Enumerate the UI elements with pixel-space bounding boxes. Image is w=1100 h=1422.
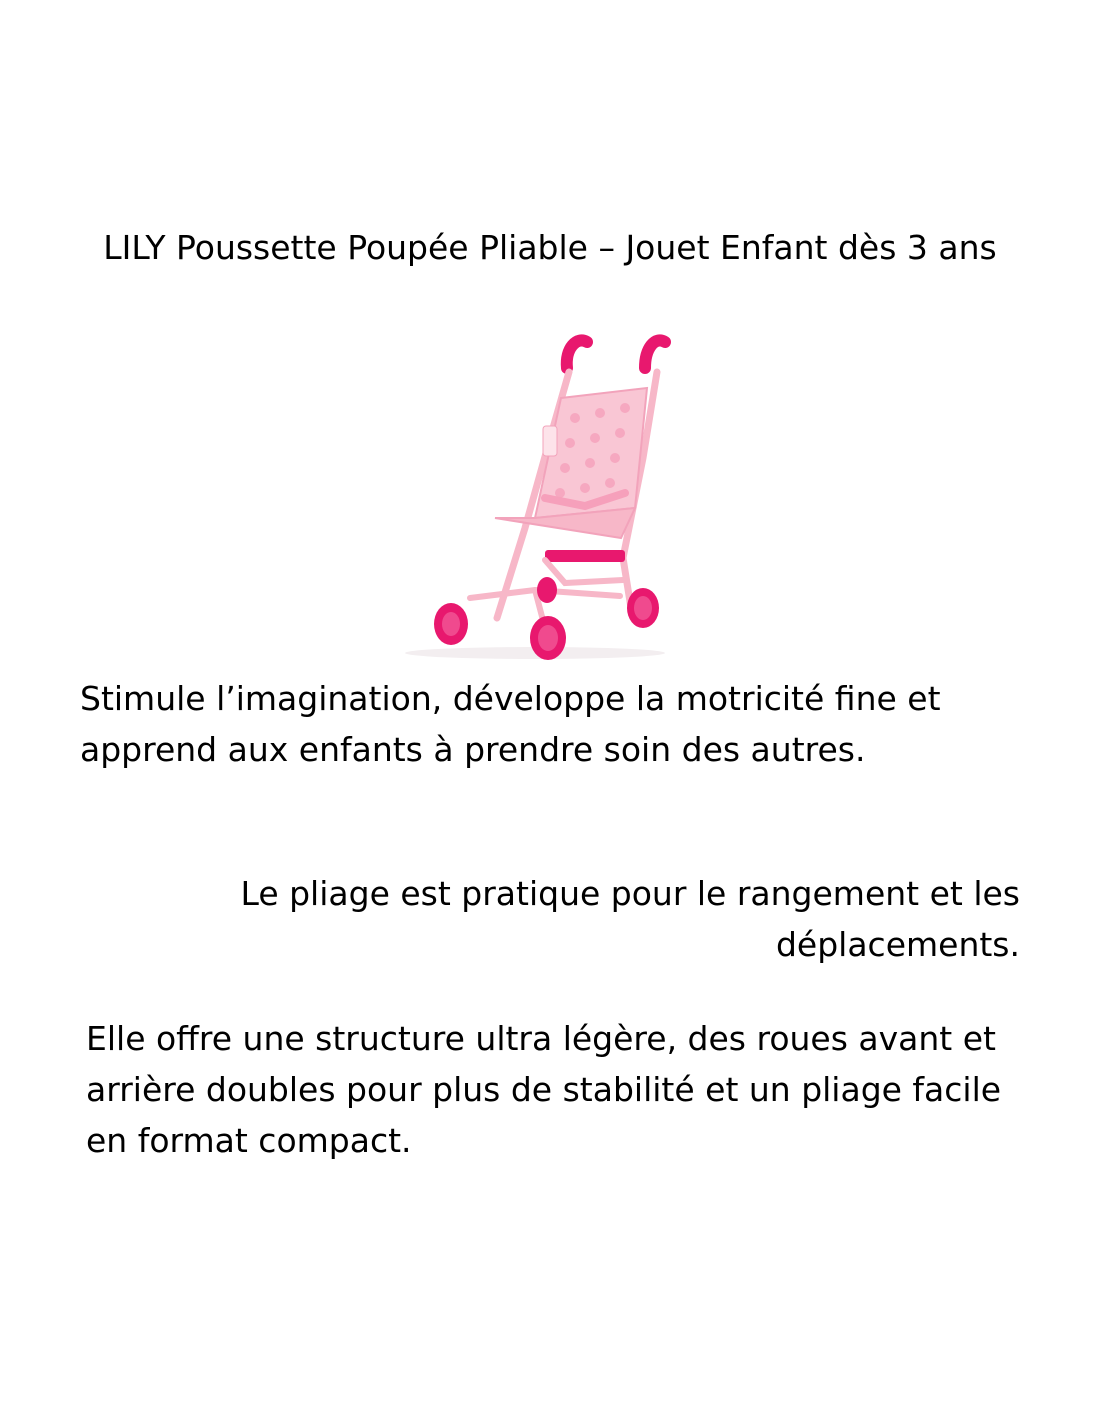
description-paragraph-imagination: Stimule l’imagination, développe la motricité fine et apprend aux enfants à prendre soin des autres.: [80, 679, 941, 769]
description-paragraph-folding: Le pliage est pratique pour le rangement et les déplacements.: [240, 874, 1020, 964]
product-title: LILY Poussette Poupée Pliable – Jouet Enfant dès 3 ans: [103, 228, 997, 267]
description-paragraph-structure: Elle offre une structure ultra légère, des roues avant et arrière doubles pour plus de stabilité et un pliage facile en format compact.: [86, 1019, 1002, 1160]
doll-stroller-image: [385, 328, 675, 663]
